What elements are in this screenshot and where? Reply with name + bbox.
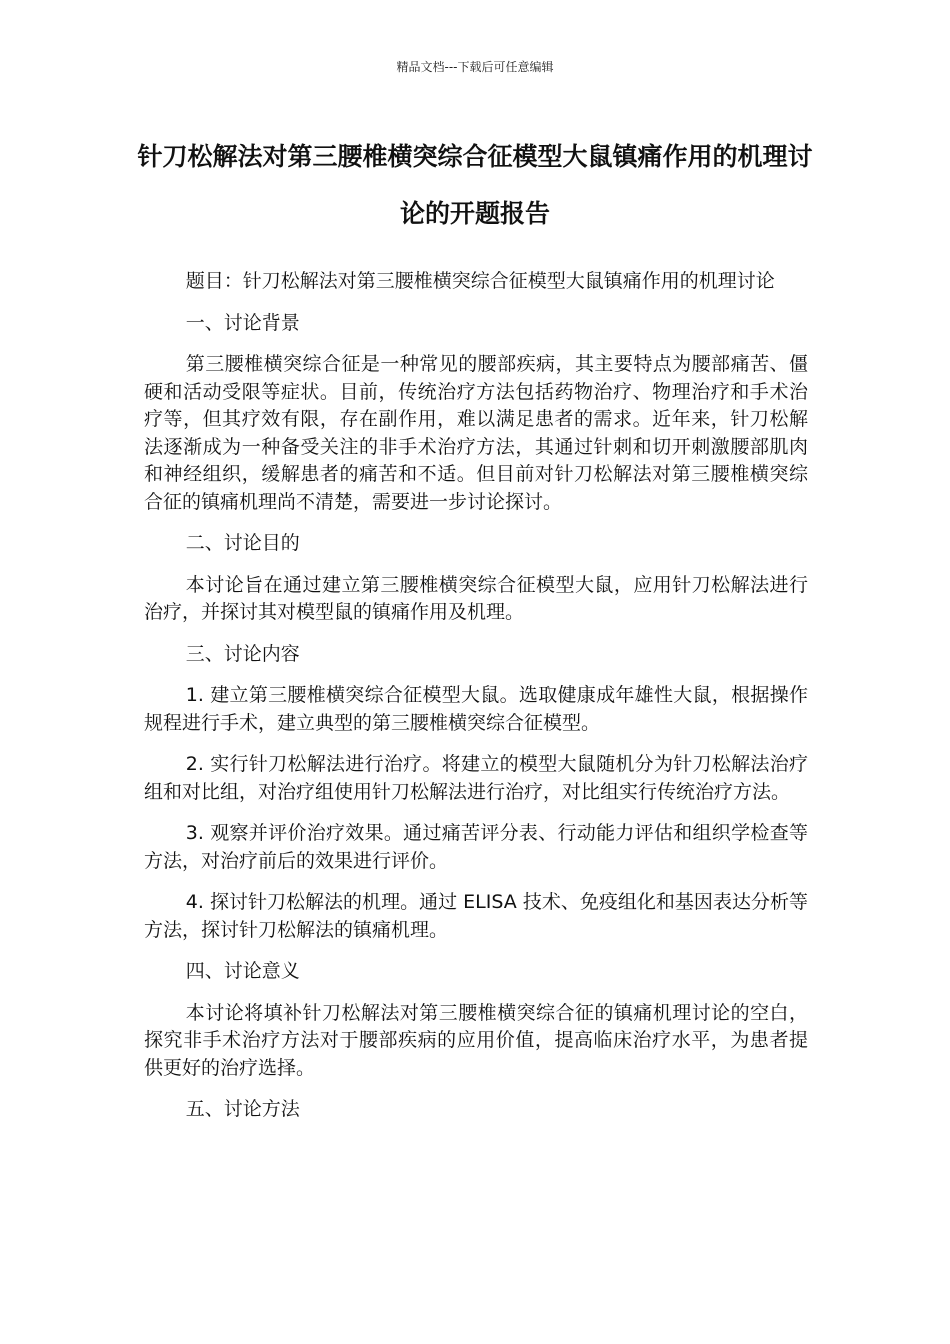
section-heading-significance: 四、讨论意义 <box>185 960 300 982</box>
section-heading-background: 一、讨论背景 <box>185 311 300 334</box>
section-heading-methods: 五、讨论方法 <box>185 1098 300 1120</box>
paragraph-content-item-1: 1. 建立第三腰椎横突综合征模型大鼠。选取健康成年雄性大鼠，根据操作规程进行手术，建立典型的第三腰椎横突综合征模型。 <box>144 684 808 734</box>
section-heading-content: 三、讨论内容 <box>185 642 300 665</box>
paragraph-content-item-4: 4. 探讨针刀松解法的机理。通过 ELISA 技术、免疫组化和基因表达分析等方法，探讨针刀松解法的镇痛机理。 <box>144 891 808 941</box>
paragraph-background: 第三腰椎横突综合征是一种常见的腰部疾病，其主要特点为腰部痛苦、僵硬和活动受限等症状。目前，传统治疗方法包括药物治疗、物理治疗和手术治疗等，但其疗效有限，存在副作用，难以满足患者的需求。近年来，针刀松解法逐渐成为一种备受关注的非手术治疗方法，其通过针刺和切开刺激腰部肌肉和神经组织，缓解患者的痛苦和不适。但目前对针刀松解法对第三腰椎横突综合征的镇痛机理尚不清楚，需要进一步讨论探讨。 <box>144 353 808 513</box>
section-heading-purpose: 二、讨论目的 <box>185 532 300 554</box>
document-body <box>144 268 808 1138</box>
paragraph-purpose: 本讨论旨在通过建立第三腰椎横突综合征模型大鼠，应用针刀松解法进行治疗，并探讨其对模型鼠的镇痛作用及机理。 <box>144 573 808 623</box>
paragraph-content-item-2: 2. 实行针刀松解法进行治疗。将建立的模型大鼠随机分为针刀松解法治疗组和对比组，对治疗组使用针刀松解法进行治疗，对比组实行传统治疗方法。 <box>144 753 808 803</box>
paragraph-topic: 题目：针刀松解法对第三腰椎横突综合征模型大鼠镇痛作用的机理讨论 <box>185 270 775 292</box>
paragraph-significance: 本讨论将填补针刀松解法对第三腰椎横突综合征的镇痛机理讨论的空白，探究非手术治疗方法对于腰部疾病的应用价值，提高临床治疗水平，为患者提供更好的治疗选择。 <box>144 1001 808 1079</box>
paragraph-content-item-3: 3. 观察并评价治疗效果。通过痛苦评分表、行动能力评估和组织学检查等方法，对治疗前后的效果进行评价。 <box>144 822 808 872</box>
header-note: 精品文档---下载后可任意编辑 <box>396 60 554 74</box>
document-title: 针刀松解法对第三腰椎横突综合征模型大鼠镇痛作用的机理讨论的开题报告 <box>137 142 813 228</box>
